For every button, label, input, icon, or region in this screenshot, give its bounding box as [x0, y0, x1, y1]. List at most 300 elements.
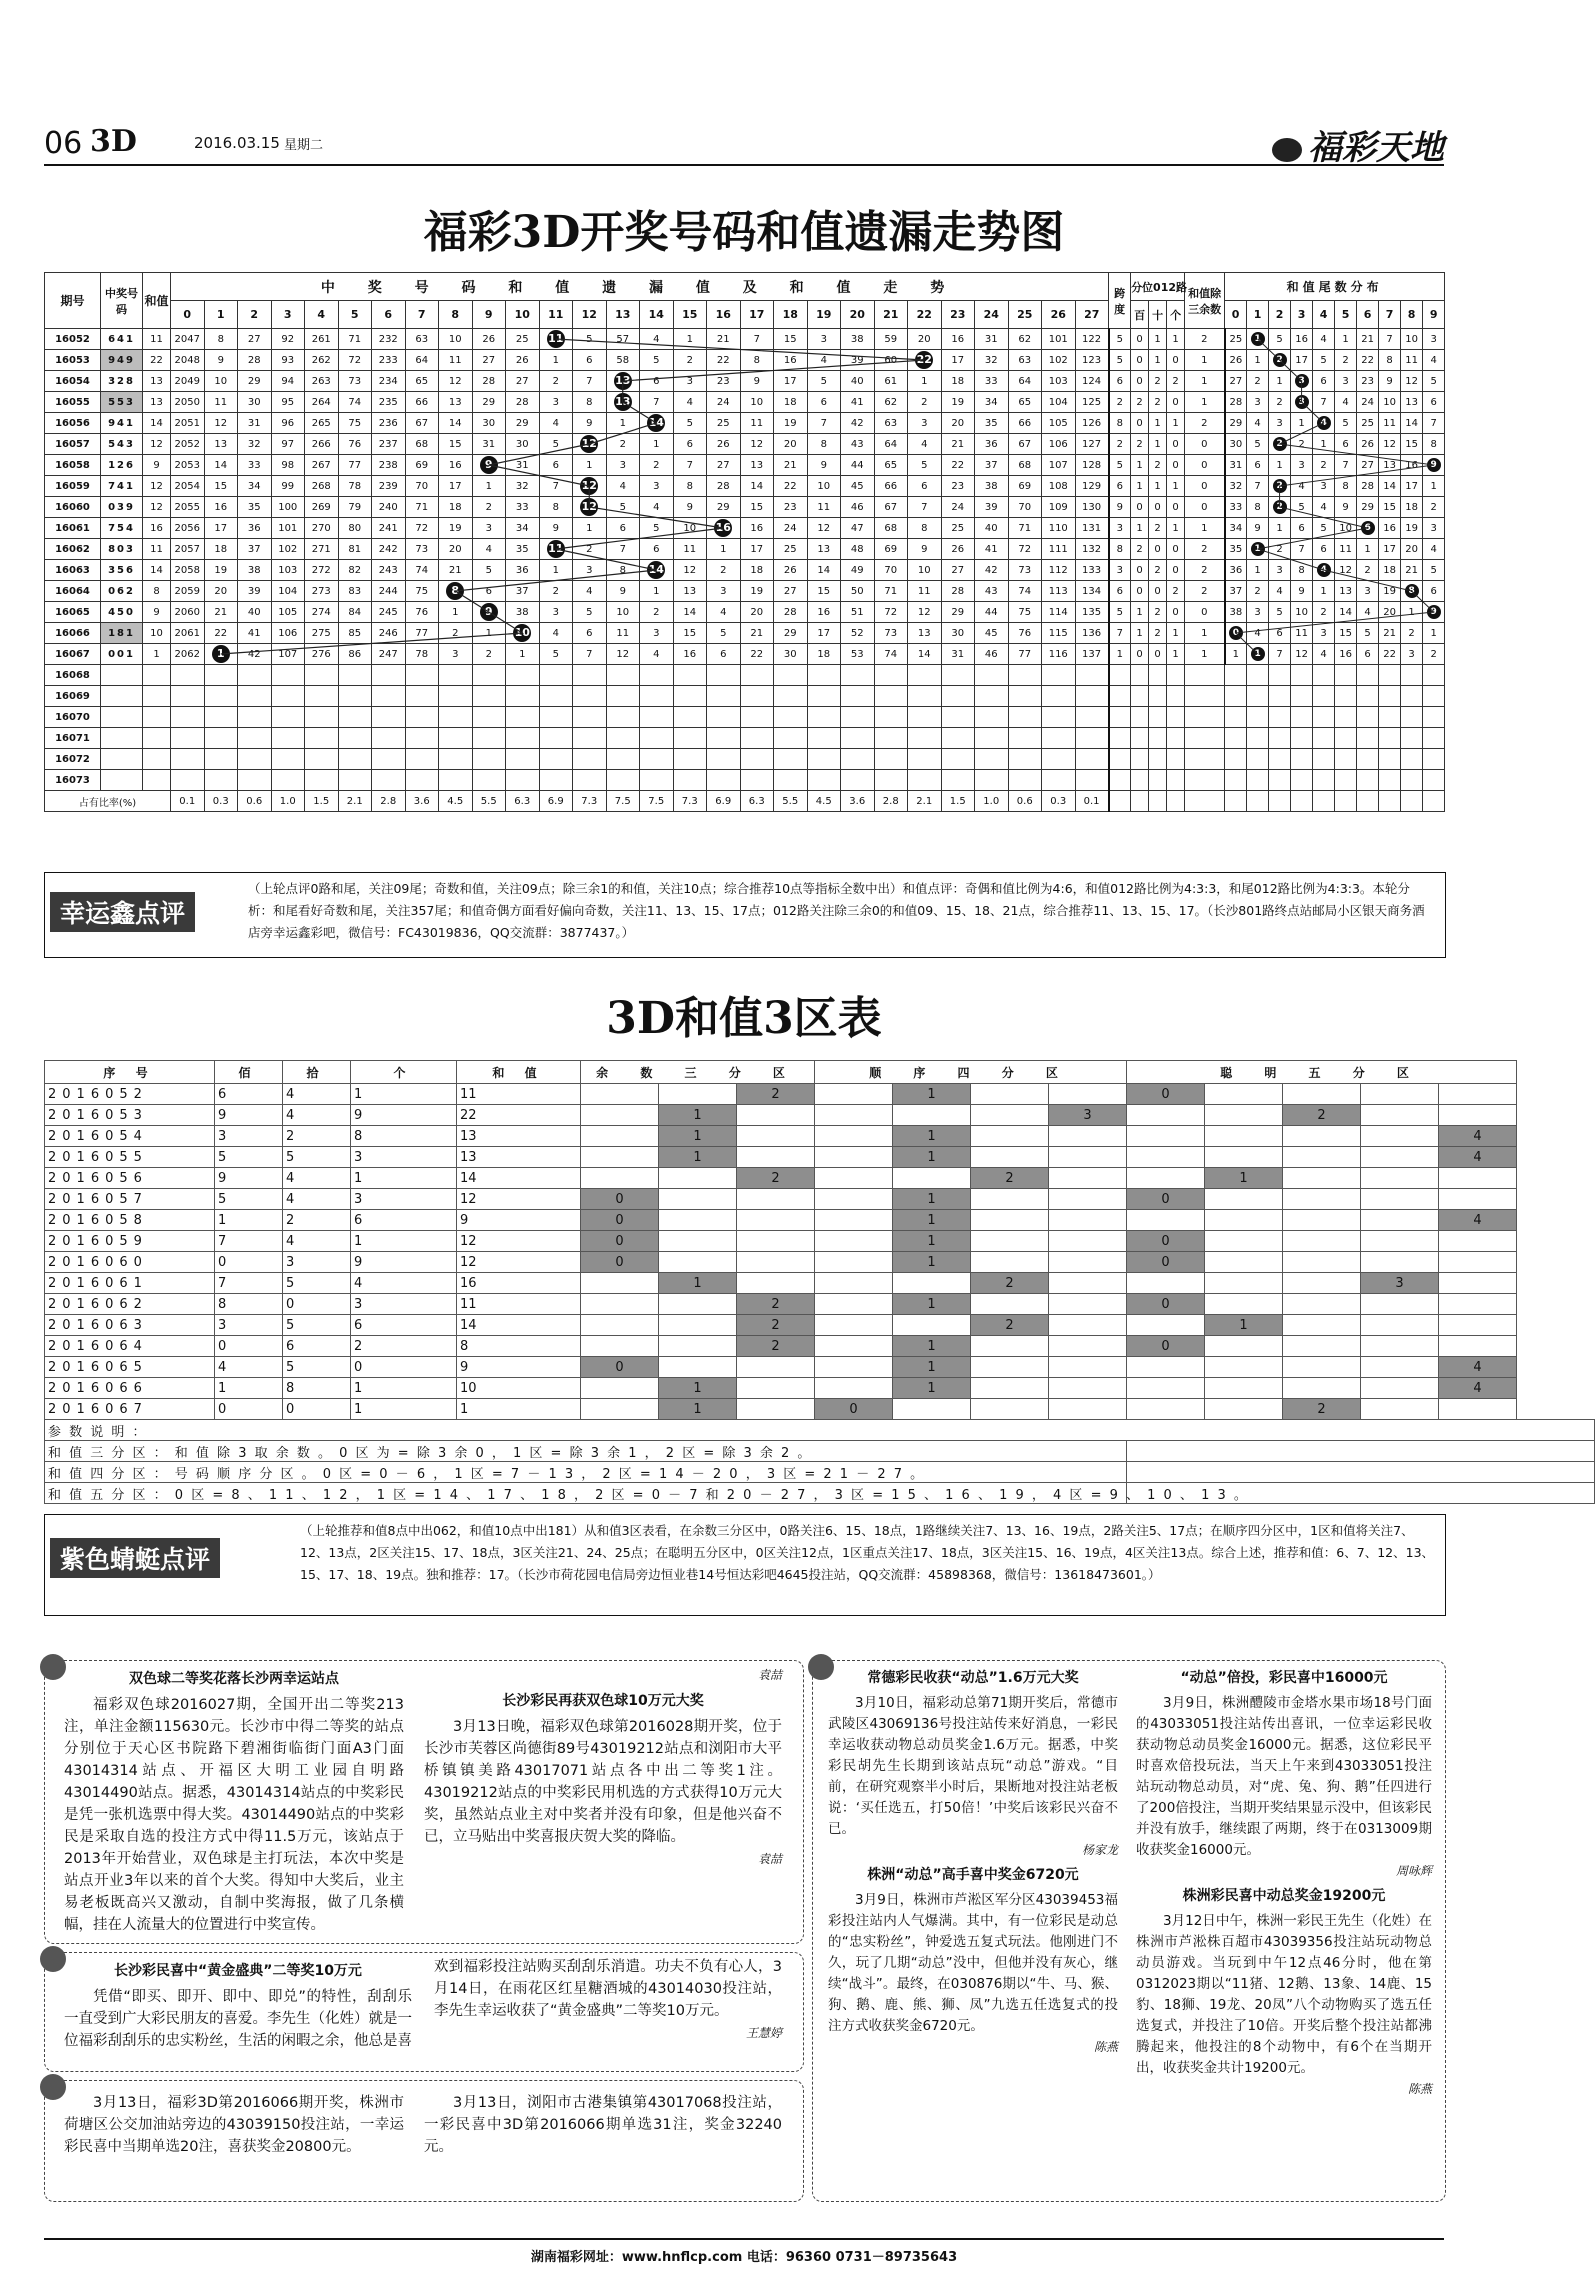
trend-cell: 34: [975, 392, 1009, 413]
trend-cell: 111: [1042, 539, 1076, 560]
table-row: [45, 1126, 1595, 1147]
trend-cell: 17: [204, 518, 238, 539]
tail-cell: 1: [1313, 434, 1335, 455]
tail-cell: 30: [1225, 434, 1247, 455]
trend-cell: 7: [640, 392, 674, 413]
trend-cell: 50: [841, 581, 875, 602]
zone-seq4-cell: [1049, 1336, 1127, 1357]
trend-cell: 2: [707, 560, 741, 581]
tail-cell: 34: [1225, 518, 1247, 539]
tail-cell: 4: [1423, 539, 1445, 560]
zone-digit: 0: [283, 1294, 351, 1315]
row-span: 5: [1109, 602, 1131, 623]
trend-cell: 65: [405, 371, 439, 392]
row-mod3: 2: [1185, 560, 1225, 581]
trend-cell: 15: [740, 497, 774, 518]
trend-cell: 103: [1042, 371, 1076, 392]
ratio-cell: 1.0: [975, 791, 1009, 812]
zone-smart5-cell: [1127, 1273, 1205, 1294]
table-row: [45, 1315, 1595, 1336]
row-number: 941: [101, 413, 143, 434]
row-mod3: 2: [1185, 539, 1225, 560]
trend-cell: 1: [673, 329, 707, 350]
trend-cell: 16: [740, 518, 774, 539]
trend-cell: 4: [707, 602, 741, 623]
trend-cell: 271: [305, 539, 339, 560]
tail-cell: 4: [1357, 602, 1379, 623]
tail-cell: 2: [1247, 581, 1269, 602]
trend-cell: 5: [908, 455, 942, 476]
row-span: 8: [1109, 413, 1131, 434]
zone-smart5-cell: [1127, 1399, 1205, 1420]
zone-seq4-cell: 0: [815, 1399, 893, 1420]
trend-cell: 30: [774, 644, 808, 665]
trend-cell: 29: [707, 497, 741, 518]
tail-cell: 10: [1335, 518, 1357, 539]
zone-digit: 6: [351, 1210, 457, 1231]
table-row: [45, 1189, 1595, 1210]
tail-cell: 12: [1401, 371, 1423, 392]
empty-cell: [1127, 1441, 1595, 1462]
ratio-cell: 7.3: [673, 791, 707, 812]
row-012: 0: [1131, 413, 1149, 434]
zone-smart5-cell: [1283, 1147, 1361, 1168]
trend-cell: 1: [439, 602, 473, 623]
trend-cell: 2: [640, 455, 674, 476]
zone-seq4-cell: 1: [893, 1357, 971, 1378]
zone-issue: 2016064: [45, 1336, 215, 1357]
trend-cell: 2: [640, 602, 674, 623]
tail-cell: 13: [1379, 455, 1401, 476]
trend-cell: 47: [841, 518, 875, 539]
trend-cell: 12: [439, 371, 473, 392]
zone-smart5-cell: [1361, 1357, 1439, 1378]
zone-seq4-cell: [971, 1399, 1049, 1420]
trend-cell: 17: [740, 539, 774, 560]
row-012: 0: [1149, 581, 1167, 602]
zone-mod3-cell: 2: [737, 1084, 815, 1105]
trend-cell: 106: [271, 623, 305, 644]
zone-smart5-cell: [1127, 1378, 1205, 1399]
zone-seq4-cell: [893, 1399, 971, 1420]
sum-col-6: 6: [372, 301, 406, 329]
trend-cell: 49: [841, 560, 875, 581]
zone-digit: 1: [351, 1168, 457, 1189]
hit-marker: 1: [212, 645, 230, 663]
row-span: 3: [1109, 560, 1131, 581]
zone-seq4-cell: [815, 1189, 893, 1210]
zone-digit: 7: [215, 1273, 283, 1294]
trend-cell: 73: [1008, 560, 1042, 581]
tail-cell: 1: [1247, 350, 1269, 371]
ratio-cell: 0.3: [1042, 791, 1076, 812]
zone-seq4-cell: [1049, 1399, 1127, 1420]
row-span: 8: [1109, 539, 1131, 560]
trend-cell: 8: [673, 476, 707, 497]
trend-cell: 28: [941, 581, 975, 602]
trend-cell: 74: [405, 560, 439, 581]
zone-smart5-cell: 2: [1283, 1399, 1361, 1420]
zone-table: [44, 1060, 1595, 1504]
row-012: 0: [1131, 560, 1149, 581]
ratio-cell: 7.5: [640, 791, 674, 812]
trend-cell: 9: [908, 539, 942, 560]
sum-col-2: 2: [238, 301, 272, 329]
trend-cell: 9: [539, 518, 573, 539]
zone-smart5-cell: [1439, 1336, 1517, 1357]
trend-cell: 232: [372, 329, 406, 350]
zone-digit: 1: [351, 1378, 457, 1399]
tail-cell: 1: [1269, 371, 1291, 392]
news-b: [424, 1664, 782, 1870]
zone-mod3-cell: [737, 1210, 815, 1231]
sum-col-17: 17: [740, 301, 774, 329]
trend-cell: 107: [1042, 455, 1076, 476]
ratio-label: 占有比率(%): [45, 791, 171, 812]
trend-cell: 275: [305, 623, 339, 644]
zone-digit: 3: [215, 1126, 283, 1147]
trend-cell: 29: [941, 602, 975, 623]
zone-smart5-cell: 4: [1439, 1210, 1517, 1231]
row-issue: 16063: [45, 560, 101, 581]
row-span: 1: [1109, 644, 1131, 665]
trend-cell: 5: [640, 350, 674, 371]
tail-cell: 7: [1379, 329, 1401, 350]
trend-cell: 1: [908, 371, 942, 392]
trend-cell: 8: [908, 518, 942, 539]
col-012-sub: 个: [1167, 301, 1185, 329]
zone-digit: 1: [215, 1210, 283, 1231]
trend-cell: 130: [1075, 497, 1109, 518]
row-span: 5: [1109, 455, 1131, 476]
trend-cell: 245: [372, 602, 406, 623]
trend-cell: 72: [874, 602, 908, 623]
news-badge-icon: [40, 1946, 66, 1972]
zone-smart5-cell: [1361, 1105, 1439, 1126]
table-row: [45, 1105, 1595, 1126]
news-c: [64, 1956, 782, 2052]
row-sum: 1: [143, 644, 171, 665]
hit-marker: 9: [480, 456, 498, 474]
hit-marker: 8: [1405, 584, 1419, 598]
row-mod3: 1: [1185, 644, 1225, 665]
trend-cell: 41: [841, 392, 875, 413]
zone-issue: 2016060: [45, 1252, 215, 1273]
zone-digit: 6: [215, 1084, 283, 1105]
ratio-cell: 6.3: [506, 791, 540, 812]
trend-cell: 263: [305, 371, 339, 392]
trend-cell: 4: [573, 581, 607, 602]
trend-cell: 71: [405, 497, 439, 518]
trend-cell: 80: [338, 518, 372, 539]
trend-cell: 113: [1042, 581, 1076, 602]
zone-smart5-cell: [1205, 1231, 1283, 1252]
tail-cell: 3: [1423, 518, 1445, 539]
zone-mod3-cell: [737, 1105, 815, 1126]
zone-seq4-cell: 2: [971, 1315, 1049, 1336]
zone-mod3-cell: 0: [581, 1252, 659, 1273]
trend-cell: 103: [271, 560, 305, 581]
zone-mod3-cell: 0: [581, 1189, 659, 1210]
tail-cell: 3: [1423, 329, 1445, 350]
tail-cell: 5: [1291, 497, 1313, 518]
tail-cell: 15: [1379, 497, 1401, 518]
zone-digit: 2: [283, 1126, 351, 1147]
trend-cell: 268: [305, 476, 339, 497]
sum-col-0: 0: [171, 301, 205, 329]
trend-cell: 31: [238, 413, 272, 434]
trend-cell: 135: [1075, 602, 1109, 623]
zone-seq4-cell: [1049, 1084, 1127, 1105]
tail-cell: 1: [1313, 581, 1335, 602]
trend-cell: 36: [238, 518, 272, 539]
hit-marker: 2: [1273, 479, 1287, 493]
trend-cell: 74: [338, 392, 372, 413]
row-issue: 16053: [45, 350, 101, 371]
zone-issue: 2016059: [45, 1231, 215, 1252]
trend-cell: 64: [1008, 371, 1042, 392]
zone-digit: 9: [351, 1105, 457, 1126]
trend-cell: 5: [539, 644, 573, 665]
zone-smart5-cell: [1439, 1399, 1517, 1420]
zone-digit: 5: [215, 1189, 283, 1210]
trend-cell: 42: [841, 413, 875, 434]
zone-issue: 2016067: [45, 1399, 215, 1420]
zone-mod3-cell: [737, 1189, 815, 1210]
zone-smart5-cell: [1205, 1105, 1283, 1126]
zone-smart5-cell: [1439, 1168, 1517, 1189]
zone-mod3-cell: [659, 1084, 737, 1105]
trend-cell: 12: [606, 644, 640, 665]
news-c-title: 长沙彩民喜中“黄金盛典”二等奖10万元: [114, 1963, 362, 1979]
tail-cell: 2: [1423, 497, 1445, 518]
trend-cell: 45: [841, 476, 875, 497]
news-e-body: 3月10日，福彩动总第71期开奖后，常德市武陵区43069136号投注站传来好消息，一彩民幸运收获动物总动员奖金1.6万元。据悉，中奖彩民胡先生长期到该站点玩“动总”游戏。“目前，在研究观察半小时后，果断地对投注站老板说：‘买任选五，打50倍！’中奖后该彩民兴奋不已。: [828, 1695, 1118, 1837]
trend-cell: 128: [1075, 455, 1109, 476]
row-span: 2: [1109, 434, 1131, 455]
tail-cell: 27: [1225, 371, 1247, 392]
row-012: 1: [1149, 350, 1167, 371]
trend-cell: 74: [874, 644, 908, 665]
trend-cell: 243: [372, 560, 406, 581]
table-row: [45, 1084, 1595, 1105]
row-sum: 14: [143, 413, 171, 434]
trend-cell: 60: [874, 350, 908, 371]
zone-col-smart5: 聪 明 五 分 区: [1127, 1061, 1517, 1084]
row-012: 0: [1131, 371, 1149, 392]
trend-cell: 4: [908, 434, 942, 455]
zone-digit: 8: [351, 1126, 457, 1147]
trend-cell: 26: [707, 434, 741, 455]
zone-seq4-cell: [1049, 1252, 1127, 1273]
tail-cell: 29: [1357, 497, 1379, 518]
zone-digit: 2: [283, 1210, 351, 1231]
col-012: 分位012路: [1131, 273, 1185, 301]
trend-cell: 8: [606, 560, 640, 581]
zone-smart5-cell: [1283, 1273, 1361, 1294]
trend-cell: 20: [740, 602, 774, 623]
row-number: 803: [101, 539, 143, 560]
trend-cell: 7: [908, 497, 942, 518]
explain-row: [45, 1483, 1595, 1504]
trend-cell: 31: [506, 455, 540, 476]
col-012-sub: 百: [1131, 301, 1149, 329]
zone-seq4-cell: 1: [893, 1336, 971, 1357]
trend-cell: 2: [606, 434, 640, 455]
row-issue: 16073: [45, 770, 101, 791]
zone-smart5-cell: [1439, 1105, 1517, 1126]
trend-cell: 12: [908, 602, 942, 623]
tail-cell: 20: [1379, 602, 1401, 623]
tail-cell: 3: [1247, 602, 1269, 623]
zone-digit: 1: [351, 1399, 457, 1420]
zone-seq4-cell: [815, 1357, 893, 1378]
tail-cell: 21: [1401, 560, 1423, 581]
explain-row: [45, 1441, 1595, 1462]
trend-cell: 247: [372, 644, 406, 665]
trend-cell: 6: [573, 623, 607, 644]
tail-cell: 4: [1269, 581, 1291, 602]
trend-cell: 19: [740, 581, 774, 602]
tail-cell: 9: [1291, 581, 1313, 602]
col-mod3: 和值除三余数: [1185, 273, 1225, 329]
tail-cell: 12: [1291, 644, 1313, 665]
trend-cell: 44: [841, 455, 875, 476]
zone-smart5-cell: [1361, 1210, 1439, 1231]
tail-cell: 10: [1291, 602, 1313, 623]
row-mod3: 0: [1185, 434, 1225, 455]
trend-cell: 39: [238, 581, 272, 602]
zone-seq4-cell: 1: [893, 1147, 971, 1168]
zone-smart5-cell: [1361, 1147, 1439, 1168]
hit-marker: 9: [1427, 458, 1441, 472]
trend-cell: 37: [238, 539, 272, 560]
zone-seq4-cell: [815, 1378, 893, 1399]
trend-cell: 27: [774, 581, 808, 602]
trend-cell: 73: [338, 371, 372, 392]
trend-cell: 17: [941, 350, 975, 371]
zone-mod3-cell: [737, 1126, 815, 1147]
sum-col-11: 11: [539, 301, 573, 329]
row-issue: 16069: [45, 686, 101, 707]
trend-cell: 51: [841, 602, 875, 623]
tail-cell: 16: [1335, 644, 1357, 665]
trend-cell: 75: [405, 581, 439, 602]
hit-marker: 6: [1361, 521, 1375, 535]
trend-cell: 11: [606, 623, 640, 644]
row-012: 1: [1131, 623, 1149, 644]
trend-cell: 234: [372, 371, 406, 392]
news-g-byline: 周咏辉: [1395, 1864, 1432, 1878]
tail-cell: 4: [1335, 392, 1357, 413]
zone-smart5-cell: [1283, 1189, 1361, 1210]
trend-cell: 21: [774, 455, 808, 476]
zone-smart5-cell: [1205, 1294, 1283, 1315]
table-row: [45, 1357, 1595, 1378]
zone-seq4-cell: [893, 1105, 971, 1126]
trend-cell: 21: [439, 560, 473, 581]
hit-marker: 10: [513, 624, 531, 642]
trend-cell: 68: [1008, 455, 1042, 476]
tail-cell: 5: [1423, 371, 1445, 392]
trend-cell: 19: [204, 560, 238, 581]
trend-cell: 6: [908, 476, 942, 497]
zone-mod3-cell: [581, 1168, 659, 1189]
sum-col-26: 26: [1042, 301, 1076, 329]
trend-cell: 14: [740, 476, 774, 497]
tail-cell: 12: [1335, 560, 1357, 581]
row-mod3: 2: [1185, 581, 1225, 602]
trend-cell: 2062: [171, 644, 205, 665]
tail-cell: 36: [1225, 560, 1247, 581]
row-issue: 16059: [45, 476, 101, 497]
row-012: 0: [1167, 434, 1185, 455]
trend-cell: 18: [204, 539, 238, 560]
row-sum: 10: [143, 623, 171, 644]
row-012: 2: [1149, 623, 1167, 644]
tail-cell: 3: [1335, 371, 1357, 392]
zone-smart5-cell: [1283, 1231, 1361, 1252]
trend-cell: 38: [975, 476, 1009, 497]
zone-smart5-cell: 0: [1127, 1189, 1205, 1210]
trend-cell: 66: [405, 392, 439, 413]
zone-mod3-cell: [737, 1399, 815, 1420]
trend-cell: 7: [807, 413, 841, 434]
tail-cell: 3: [1313, 476, 1335, 497]
hit-marker: 2: [1273, 500, 1287, 514]
explain-text: 和 值 四 分 区 ： 号 码 顺 序 分 区 。 0 区 = 0 － 6 ， 1 区 = 7 － 1 3 ， 2 区 = 1 4 － 2 0 ， 3 区 = 2 1 － 2 7 。: [45, 1462, 1127, 1483]
trend-cell: 4: [640, 644, 674, 665]
news-h-byline: 陈燕: [1407, 2082, 1432, 2096]
row-sum: 9: [143, 455, 171, 476]
tail-cell: 1: [1291, 413, 1313, 434]
zone-digit: 6: [283, 1336, 351, 1357]
trend-cell: 31: [975, 329, 1009, 350]
zone-digit: 4: [283, 1084, 351, 1105]
trend-cell: 22: [740, 644, 774, 665]
tail-col-3: 3: [1291, 301, 1313, 329]
row-issue: 16071: [45, 728, 101, 749]
tail-col-0: 0: [1225, 301, 1247, 329]
trend-cell: 276: [305, 644, 339, 665]
zone-seq4-cell: [815, 1210, 893, 1231]
sum-col-20: 20: [841, 301, 875, 329]
trend-cell: 108: [1042, 476, 1076, 497]
trend-cell: 35: [238, 497, 272, 518]
trend-cell: 1: [472, 623, 506, 644]
ratio-cell: 6.9: [707, 791, 741, 812]
zone-smart5-cell: [1361, 1189, 1439, 1210]
trend-cell: 40: [975, 518, 1009, 539]
tail-cell: 4: [1291, 476, 1313, 497]
row-sum: 13: [143, 371, 171, 392]
zone-sum: 11: [457, 1084, 581, 1105]
zone-mod3-cell: [659, 1189, 737, 1210]
trend-cell: 76: [1008, 623, 1042, 644]
zone-mod3-cell: [659, 1294, 737, 1315]
zone-seq4-cell: [815, 1105, 893, 1126]
ratio-cell: 2.1: [908, 791, 942, 812]
trend-cell: 46: [841, 497, 875, 518]
zone-digit: 3: [283, 1252, 351, 1273]
trend-cell: 37: [975, 455, 1009, 476]
row-mod3: 0: [1185, 602, 1225, 623]
trend-cell: 41: [975, 539, 1009, 560]
row-sum: 16: [143, 518, 171, 539]
tail-cell: 16: [1379, 518, 1401, 539]
trend-cell: 62: [874, 392, 908, 413]
zone-smart5-cell: [1361, 1294, 1439, 1315]
